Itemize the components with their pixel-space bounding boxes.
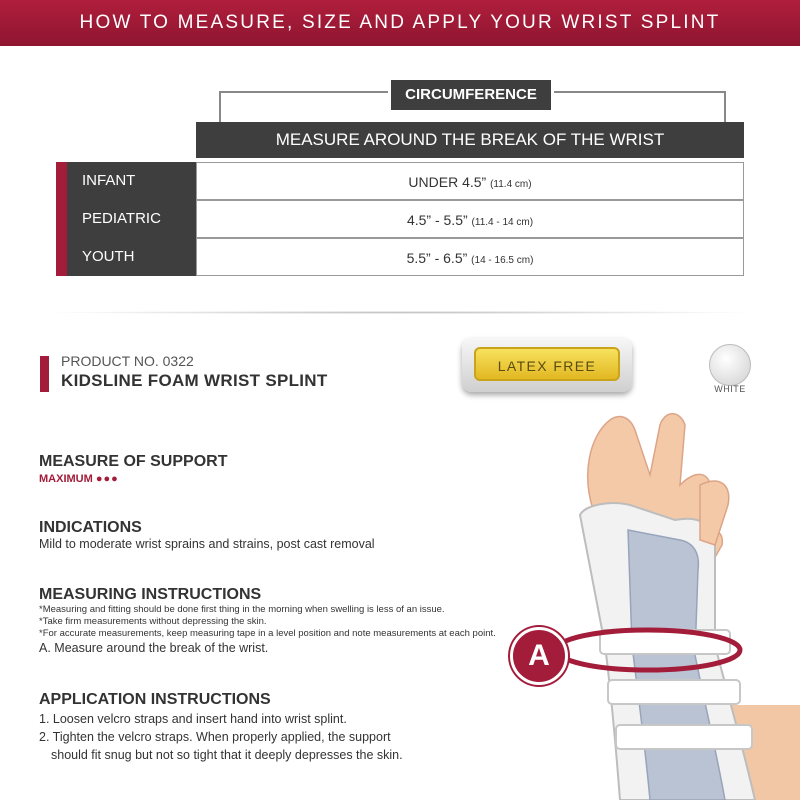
range-imperial: UNDER 4.5” xyxy=(408,174,487,190)
range-imperial: 4.5” - 5.5” xyxy=(406,212,468,228)
measuring-note: *Measuring and fitting should be done first thing in the morning when swelling is less of an issue. xyxy=(39,604,445,615)
color-swatch xyxy=(709,344,751,386)
range-metric: (11.4 cm) xyxy=(490,179,532,190)
product-number: PRODUCT NO. 0322 xyxy=(61,353,194,369)
size-label: PEDIATRIC xyxy=(67,200,196,238)
table-row-pediatric xyxy=(56,200,744,238)
size-label: YOUTH xyxy=(67,238,196,276)
application-steps xyxy=(39,710,403,764)
measure-point-a-marker: A xyxy=(510,627,568,685)
range-imperial: 5.5” - 6.5” xyxy=(406,250,468,266)
support-level-text: MAXIMUM xyxy=(39,473,93,485)
table-row-youth xyxy=(56,238,744,276)
product-accent xyxy=(40,356,49,392)
page-title: HOW TO MEASURE, SIZE AND APPLY YOUR WRIST SPLINT xyxy=(79,12,721,33)
wrist-splint-illustration xyxy=(500,405,800,800)
measuring-note: *For accurate measurements, keep measuring tape in a level position and note measurements at each point. xyxy=(39,628,496,639)
application-title: APPLICATION INSTRUCTIONS xyxy=(39,691,271,708)
size-range xyxy=(196,200,744,238)
row-accent xyxy=(56,238,67,276)
range-metric: (14 - 16.5 cm) xyxy=(471,255,534,266)
size-range xyxy=(196,162,744,200)
color-label: WHITE xyxy=(714,384,746,394)
section-divider xyxy=(40,311,760,314)
size-label: INFANT xyxy=(67,162,196,200)
support-dots: ●●● xyxy=(95,473,119,485)
measuring-title: MEASURING INSTRUCTIONS xyxy=(39,586,262,603)
table-column-header: MEASURE AROUND THE BREAK OF THE WRIST xyxy=(196,122,744,158)
circumference-label: CIRCUMFERENCE xyxy=(388,77,554,113)
support-level xyxy=(39,473,119,485)
application-step: should fit snug but not so tight that it deeply depresses the skin. xyxy=(51,748,403,762)
measuring-note: *Take firm measurements without depressing the skin. xyxy=(39,616,267,627)
row-accent xyxy=(56,162,67,200)
row-accent xyxy=(56,200,67,238)
product-name: KIDSLINE FOAM WRIST SPLINT xyxy=(61,371,328,390)
indications-text: Mild to moderate wrist sprains and strains, post cast removal xyxy=(39,537,375,551)
latex-free-badge: LATEX FREE xyxy=(474,347,620,381)
application-step: 1. Loosen velcro straps and insert hand into wrist splint. xyxy=(39,712,347,726)
latex-free-frame xyxy=(462,338,632,392)
range-metric: (11.4 - 14 cm) xyxy=(471,217,534,228)
support-title: MEASURE OF SUPPORT xyxy=(39,453,228,470)
header-bar xyxy=(0,0,800,46)
indications-title: INDICATIONS xyxy=(39,519,142,536)
measuring-step: A. Measure around the break of the wrist. xyxy=(39,641,269,655)
size-range xyxy=(196,238,744,276)
table-row-infant xyxy=(56,162,744,200)
application-step: 2. Tighten the velcro straps. When properly applied, the support xyxy=(39,730,391,744)
